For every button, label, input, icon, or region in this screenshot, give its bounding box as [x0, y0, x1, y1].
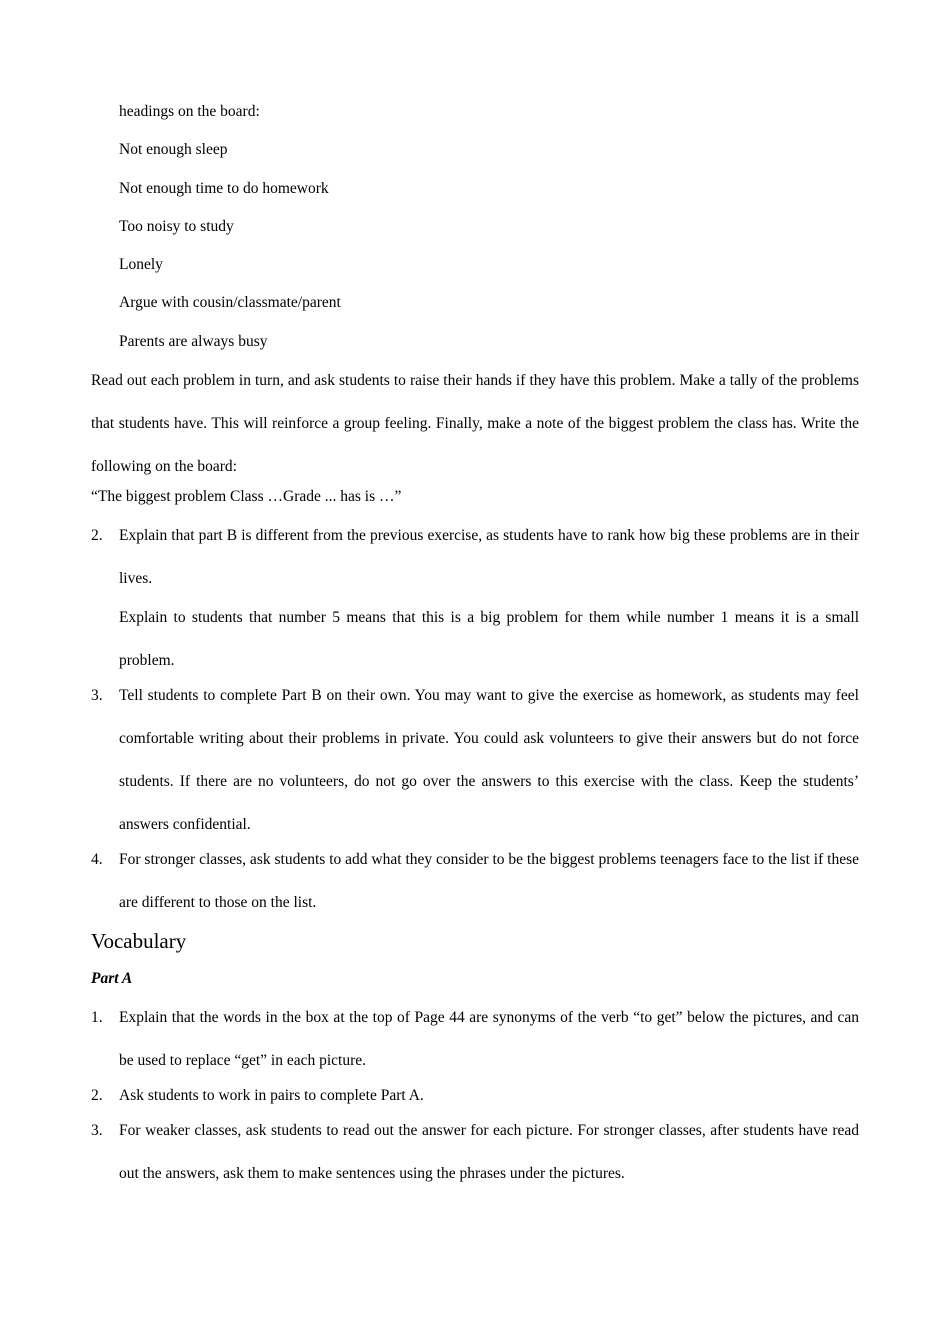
list-sub-paragraph: Explain to students that number 5 means that this is a big problem for them while number 1 means it is a small problem. — [119, 609, 859, 670]
list-text: Explain that part B is different from the previous exercise, as students have to rank how big these problems are in their lives. — [119, 527, 859, 588]
list-item — [91, 682, 859, 846]
problem-heading: Argue with cousin/classmate/parent — [119, 294, 341, 312]
list-item — [91, 846, 859, 924]
list-item — [91, 1117, 859, 1195]
list-text: Explain that the words in the box at the top of Page 44 are synonyms of the verb “to get” below the pictures, and can be used to replace “get” in each picture. — [119, 1009, 859, 1070]
board-quote: “The biggest problem Class …Grade ... has is …” — [91, 488, 402, 506]
problem-heading: Lonely — [119, 256, 163, 274]
list-item — [91, 1004, 859, 1082]
list-number: 3. — [91, 687, 103, 705]
document-page — [91, 99, 859, 1195]
list-text: Ask students to work in pairs to complete Part A. — [119, 1087, 424, 1105]
section-heading: Vocabulary — [91, 929, 187, 954]
list-number: 2. — [91, 527, 103, 545]
list-item — [91, 522, 859, 600]
list-number: 4. — [91, 851, 103, 869]
list-text: For weaker classes, ask students to read out the answer for each picture. For stronger classes, after students have read out the answers, ask them to make sentences using the phrases under the pictures. — [119, 1122, 859, 1183]
intro-line: headings on the board: — [119, 103, 260, 120]
list-number: 3. — [91, 1122, 103, 1140]
problem-heading: Not enough time to do homework — [119, 179, 329, 197]
list-number: 1. — [91, 1009, 103, 1027]
part-heading: Part A — [91, 970, 133, 988]
instruction-paragraph: Read out each problem in turn, and ask students to raise their hands if they have this problem. Make a tally of the problems that students have. This will reinforce a group feeling. Finally, make a note of the biggest problem the class has. Write the following on the board: — [91, 372, 859, 476]
problem-heading: Not enough sleep — [119, 141, 228, 159]
list-text: For stronger classes, ask students to add what they consider to be the biggest problems teenagers face to the list if these are different to those on the list. — [119, 851, 859, 912]
problem-heading: Parents are always busy — [119, 332, 268, 350]
problem-heading: Too noisy to study — [119, 217, 234, 235]
list-text: Tell students to complete Part B on their own. You may want to give the exercise as homework, as students may feel comfortable writing about their problems in private. You could ask volunteers to give their answers but do not force students. If there are no volunteers, do not go over the answers to this exercise with the class. Keep the students’ answers confidential. — [119, 687, 859, 834]
list-number: 2. — [91, 1087, 103, 1105]
